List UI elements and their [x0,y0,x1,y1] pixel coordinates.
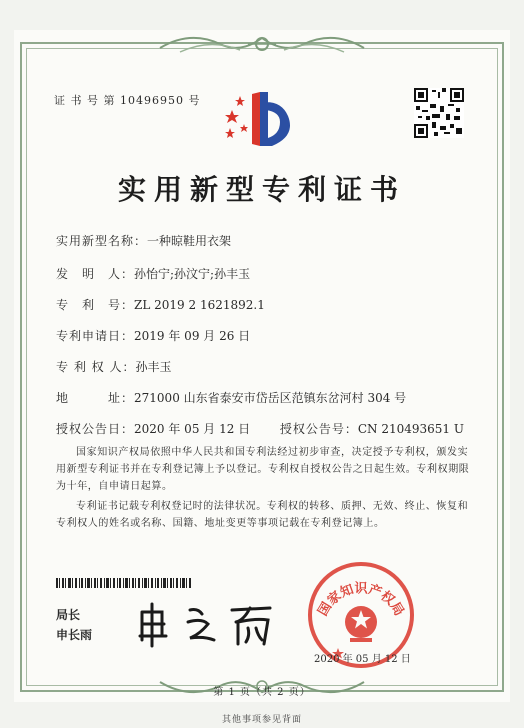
barcode-icon [56,578,192,588]
svg-text:国家知识产权局: 国家知识产权局 [315,581,407,619]
grant-announcement-field [56,420,464,437]
field-value: CN 210493651 U [357,422,464,436]
field-label: 授权公告日： [56,422,135,436]
seal-date: 2020 年 05 月 12 日 [314,654,411,665]
field-value: 2020 年 05 月 12 日 [134,422,251,436]
director-name: 申长雨 [56,628,93,642]
field-label: 专利申请日： [56,329,135,343]
certificate-paragraph: 国家知识产权局依照中华人民共和国专利法经过初步审查，决定授予专利权，颁发实用新型专利证书并在专利登记簿上予以登记。专利权自授权公告之日起生效。专利权期限为十年，自申请日起算。 [56,447,470,492]
field-value: 孙怡宁;孙汶宁;孙丰玉 [134,267,251,281]
application-date-field [56,327,250,344]
footer-note: 其他事项参见背面 [221,715,302,725]
certificate-number: 证 书 号 第 10496950 号 [54,94,201,107]
director-title: 局长 [56,608,81,622]
field-value: 2019 年 09 月 26 日 [134,329,251,343]
address-field [56,389,406,406]
utility-model-name-field [56,232,231,249]
patent-number-field [56,296,265,313]
certificate-title: 实用新型专利证书 [117,173,406,206]
field-label: 发 明 人： [56,267,135,281]
field-label: 地 址： [56,391,135,405]
page-number: 第 1 页（共 2 页） [213,687,311,698]
field-label: 专 利 权 人： [56,360,136,374]
qr-code-icon [414,88,464,138]
top-ornament-icon [150,28,374,62]
field-label: 授权公告号： [279,422,358,436]
patentee-field [56,358,171,375]
director-signature [132,600,282,650]
field-value: 孙丰玉 [135,360,172,374]
field-value: 271000 山东省泰安市岱岳区范镇东岔河村 304 号 [134,391,407,405]
inventors-field [56,265,250,282]
certificate-paragraph: 专利证书记载专利权登记时的法律状况。专利权的转移、质押、无效、终止、恢复和专利权人的姓名或名称、国籍、地址变更等事项记载在专利登记簿上。 [56,501,469,529]
field-value: 一种晾鞋用衣架 [147,234,232,248]
field-label: 专 利 号： [56,298,135,312]
field-value: ZL 2019 2 1621892.1 [134,298,265,312]
field-label: 实用新型名称： [56,234,148,248]
cnipa-logo-icon [222,88,300,150]
